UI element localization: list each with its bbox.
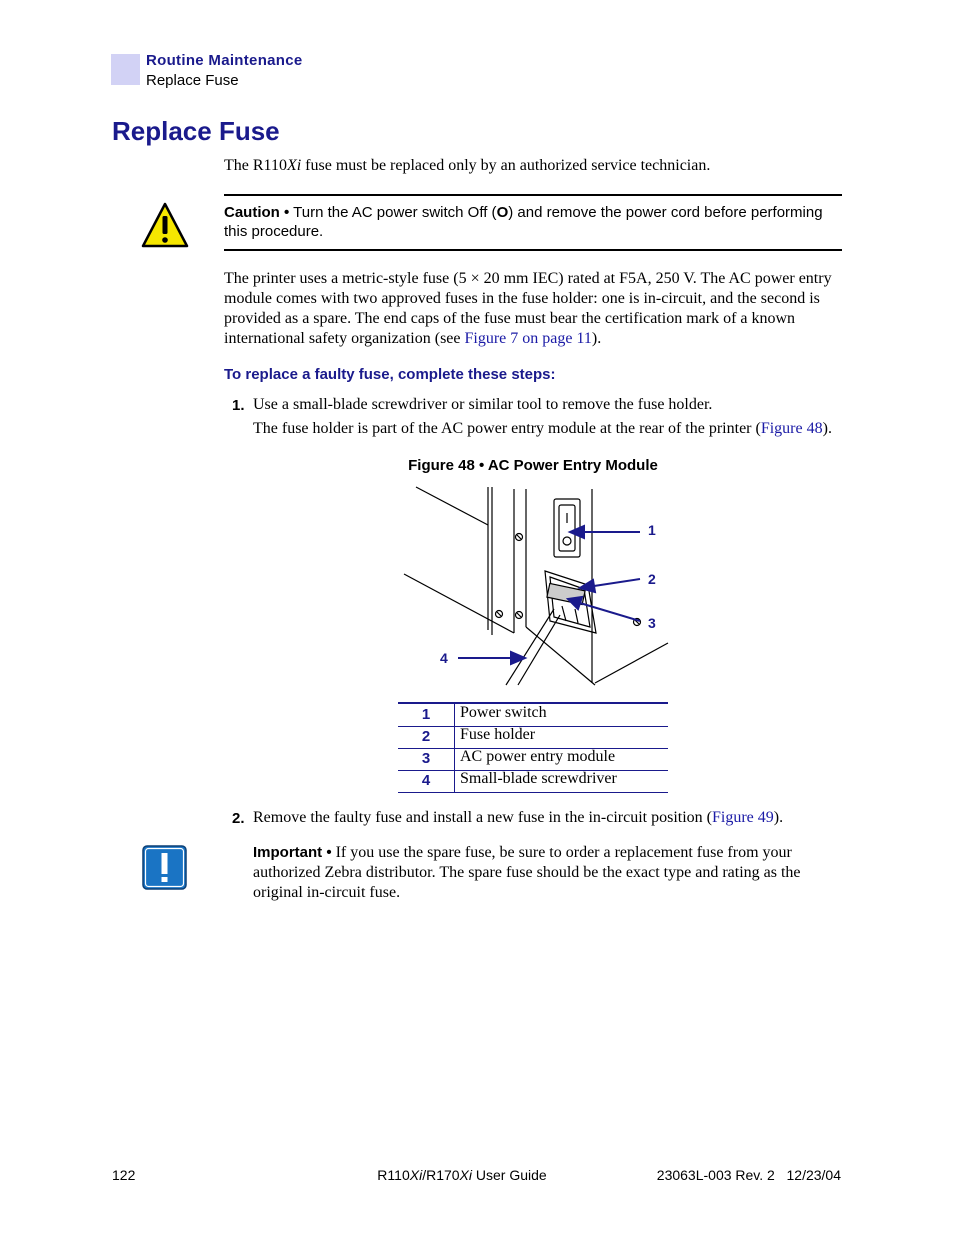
caution-icon: [140, 201, 190, 249]
figure-49-link[interactable]: Figure 49: [712, 809, 774, 826]
callout-1: 1: [648, 522, 656, 538]
step-2-text: Remove the faulty fuse and install a new fuse in the in-circuit position (Figure 49).: [253, 809, 784, 826]
caution-rule-top: [224, 194, 842, 196]
intro-paragraph: The R110Xi fuse must be replaced only by an authorized service technician.: [224, 157, 711, 174]
callout-2: 2: [648, 571, 656, 587]
footer-revision: 23063L-003 Rev. 2 12/23/04: [656, 1167, 841, 1183]
step-1-subtext: The fuse holder is part of the AC power entry module at the rear of the printer (Figure 48).: [253, 420, 832, 437]
caution-text: Caution • Turn the AC power switch Off (O) and remove the power cord before performing this procedure.: [224, 204, 823, 240]
footer-guide-title: R110Xi/R170Xi User Guide: [377, 1167, 547, 1183]
legend-row: [398, 748, 668, 771]
legend-label: Small-blade screwdriver: [460, 770, 617, 787]
header-section-title: Routine Maintenance: [146, 52, 303, 69]
legend-row: [398, 704, 668, 727]
step-1-number: 1.: [232, 397, 245, 414]
fuse-description-paragraph: The printer uses a metric-style fuse (5 × 20 mm IEC) rated at F5A, 250 V. The AC power entry module comes with two approved fuses in the fuse holder: one is in-circuit, and the second is provided as a spare. The end caps of the fuse must bear the certification mark of a known international safety organization (see Figure 7 on page 11).: [224, 270, 832, 347]
figure-48-link[interactable]: Figure 48: [760, 420, 823, 437]
header-subsection-title: Replace Fuse: [146, 72, 239, 89]
caution-rule-bottom: [224, 249, 842, 251]
figure-caption: Figure 48 • AC Power Entry Module: [408, 457, 658, 474]
legend-number: 4: [421, 772, 431, 789]
legend-row: [398, 726, 668, 749]
ac-power-entry-module-illustration: [400, 485, 672, 687]
page-title: Replace Fuse: [112, 116, 280, 146]
legend-row: [398, 770, 668, 793]
legend-number: 2: [421, 728, 431, 745]
figure-7-link[interactable]: Figure 7 on page 11: [464, 330, 592, 347]
callout-4: 4: [440, 650, 448, 666]
important-note-text: Important • If you use the spare fuse, be sure to order a replacement fuse from your authorized Zebra distributor. The spare fuse should be the exact type and rating as the original in-circuit fuse.: [253, 844, 801, 901]
step-2-number: 2.: [232, 810, 245, 827]
legend-label: Power switch: [460, 704, 547, 721]
callout-3: 3: [648, 615, 656, 631]
footer-page-number: 122: [112, 1167, 136, 1183]
header-marker: [111, 54, 140, 85]
legend-number: 3: [421, 750, 431, 767]
steps-heading: To replace a faulty fuse, complete these steps:: [224, 366, 556, 383]
legend-number: 1: [421, 706, 431, 723]
legend-label: Fuse holder: [460, 726, 536, 743]
important-icon: [142, 845, 187, 890]
legend-label: AC power entry module: [460, 748, 616, 765]
step-1-text: Use a small-blade screwdriver or similar tool to remove the fuse holder.: [253, 396, 713, 413]
